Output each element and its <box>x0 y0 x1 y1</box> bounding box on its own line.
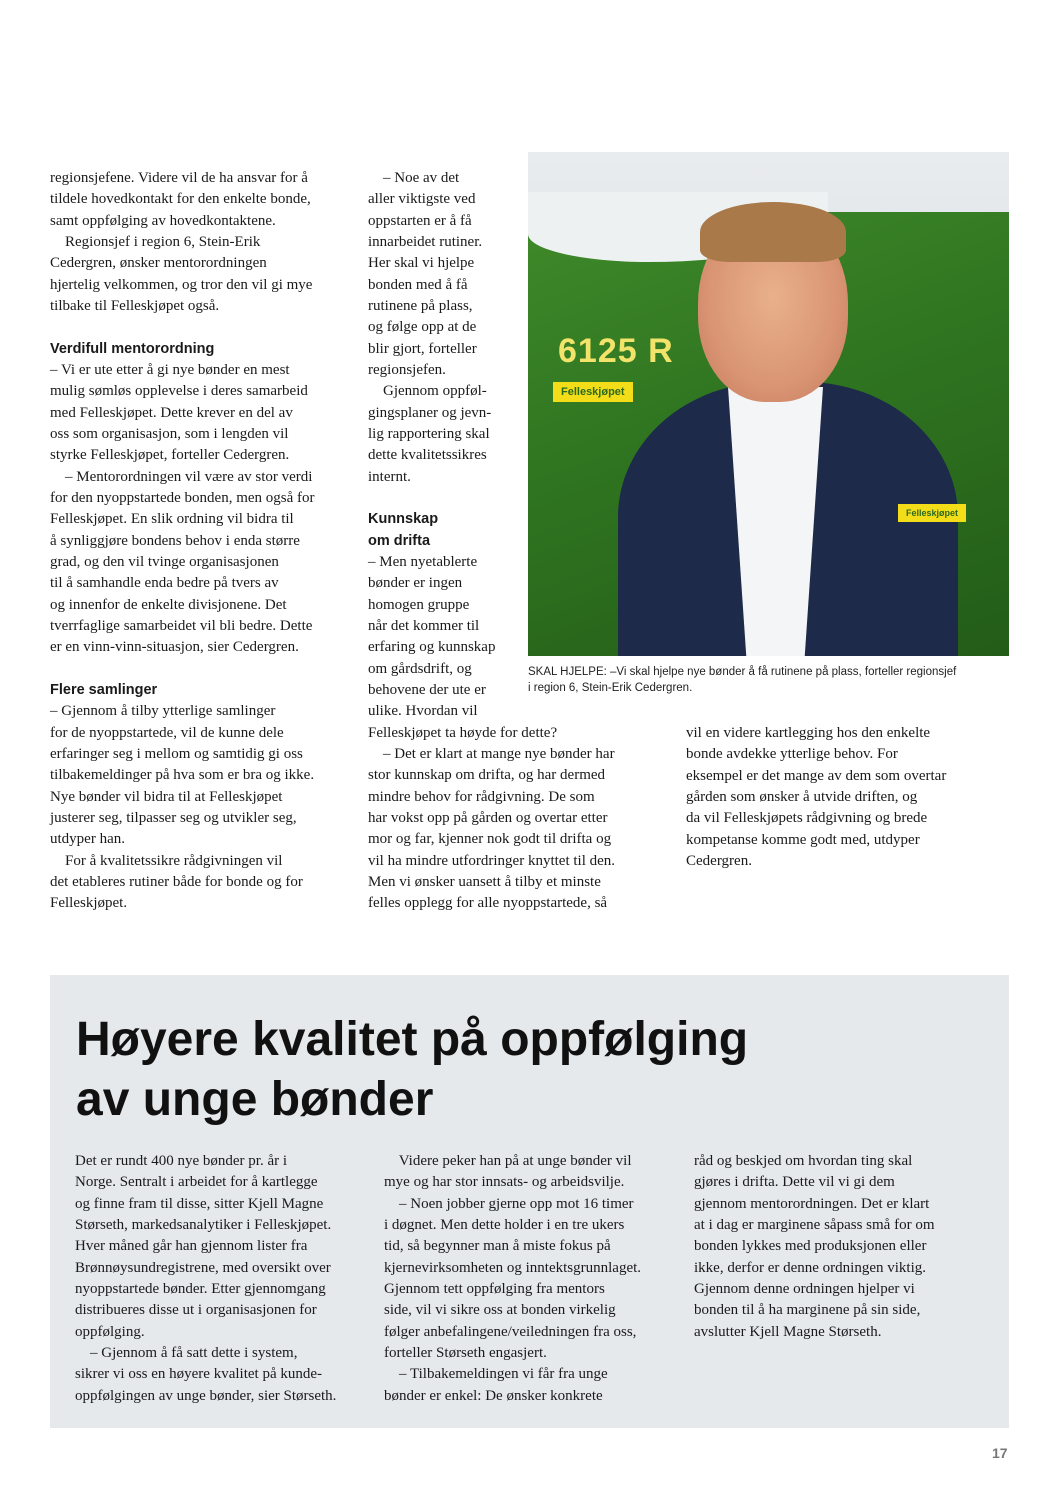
hair <box>700 202 846 262</box>
sidebar-title: Høyere kvalitet på oppfølging av unge bønder <box>76 1013 749 1126</box>
sidebar-column-2 <box>384 1151 641 1407</box>
body-text: – Vi er ute etter å gi nye bønder en mest mulig sømløs opplevelse i deres samarbeid med Felleskjøpet. Dette krever en del av oss som organisasjon, som i lengden vil styrke Felleskjøpet, forteller Cedergren. – Mentorordningen vil være av stor verdi for den nyoppstartede bonden, men også for Felleskjøpet. En slik ordning vil bidra til å synliggjøre bondens behov i enda større grad, og den vil tvinge organisasjonen til å samhandle enda bedre på tvers av og innenfor de enkelte divisjonene. Det tverrfaglige samarbeidet vil bli bedre. Dette er en vinn-vinn-situasjon, sier Cedergren. <box>50 361 315 656</box>
portrait-photo <box>528 152 1009 656</box>
body-text: råd og beskjed om hvordan ting skal gjøres i drifta. Dette vil vi gi dem gjennom mentorordningen. Det er klart at i dag er marginene såpass små for om bonden lykkes med produksjonen eller ikke, derfor er denne ordningen viktig. Gjennom denne ordningen hjelper vi bonden til å ha marginene på sin side, avslutter Kjell Magne Størseth. <box>694 1153 935 1340</box>
body-text: – Noe av det aller viktigste ved oppstarten er å få innarbeidet rutiner. Her skal vi hjelpe bonden med å få rutinene på plass, og følge opp at de blir gjort, forteller regionsjefen. Gjennom oppføl- gingsplaner og jevn- lig rapportering skal dette kvalitetssikres internt. <box>368 170 492 485</box>
jacket-logo: Felleskjøpet <box>898 504 966 522</box>
subheading: Flere samlinger <box>50 681 158 698</box>
sidebar-column-1 <box>75 1151 336 1407</box>
sidebar-column-3 <box>694 1151 934 1343</box>
felleskjopet-logo: Felleskjøpet <box>553 382 633 402</box>
subheading: Kunnskap om drifta <box>368 511 439 549</box>
photo-caption: SKAL HJELPE: –Vi skal hjelpe nye bønder å få rutinene på plass, forteller regionsjef i region 6, Stein-Erik Cedergren. <box>528 666 957 694</box>
article-column-1 <box>50 168 315 914</box>
body-text: – Men nyetablerte bønder er ingen homogen gruppe når det kommer til erfaring og kunnskap om gårdsdrift, og behovene der ute er ulike. Hvordan vil Felleskjøpet ta høyde for dette? – Det er klart at mange nye bønder har stor kunnskap om drifta, og har dermed mindre behov for rådgivning. De som har vokst opp på gården og overtar etter mor og far, kjenner nok godt til drifta og vil ha mindre utfordringer knyttet til den. Men vi ønsker uansett å tilby et minste felles opplegg for alle nyoppstartede, så <box>368 553 616 912</box>
page-number: 17 <box>992 1445 1008 1461</box>
body-text: vil en videre kartlegging hos den enkelte bonde avdekke ytterlige behov. For eksempel er det mange av dem som overtar gården som ønsker å utvide driften, og da vil Felleskjøpets rådgivning og brede kompetanse komme godt med, utdyper Cedergren. <box>686 725 947 869</box>
body-text: Videre peker han på at unge bønder vil mye og har stor innsats- og arbeidsvilje. – Noen jobber gjerne opp mot 16 timer i døgnet. Men dette holder i en tre ukers tid, så begynner man å miste fokus på kjernevirksomheten og inntektsgrunnlaget. Gjennom tett oppfølging fra mentors side, vil vi sikre oss at bonden virkelig følger anbefalingene/veiledningen fra oss, forteller Størseth engasjert. – Tilbakemeldingen vi får fra unge bønder er enkel: De ønsker konkrete <box>384 1153 642 1404</box>
tractor-model-label: 6125 R <box>558 332 674 370</box>
article-column-3 <box>686 723 946 872</box>
body-text: – Gjennom å tilby ytterlige samlinger for de nyoppstartede, vil de kunne dele erfaringer seg i mellom og samtidig gi oss tilbakemeldinger på hva som er bra og ikke. Nye bønder vil bidra til at Felleskjøpet justerer seg, tilpasser seg og utvikler seg, utdyper han. For å kvalitetssikre rådgivningen vil det etableres rutiner både for bonde og for Felleskjøpet. <box>50 703 315 912</box>
subheading: Verdifull mentorordning <box>50 340 215 357</box>
body-text: regionsjefene. Videre vil de ha ansvar for å tildele hovedkontakt for den enkelte bonde, samt oppfølging av hovedkontaktene. Regionsjef i region 6, Stein-Erik Cedergren, ønsker mentorordningen hjertelig velkommen, og tror den vil gi mye tilbake til Felleskjøpet også. <box>50 170 313 314</box>
body-text: Det er rundt 400 nye bønder pr. år i Norge. Sentralt i arbeidet for å kartlegge og finne fram til disse, sitter Kjell Magne Størseth, markedsanalytiker i Felleskjøpet. Hver måned går han gjennom lister fra Brønnøysundregistrene, med oversikt over nyoppstartede bønder. Etter gjennomgang distribueres disse ut i organisasjonen for oppfølging. – Gjennom å få satt dette i system, sikrer vi oss en høyere kvalitet på kunde- oppfølgingen av unge bønder, sier Størseth. <box>75 1153 337 1404</box>
